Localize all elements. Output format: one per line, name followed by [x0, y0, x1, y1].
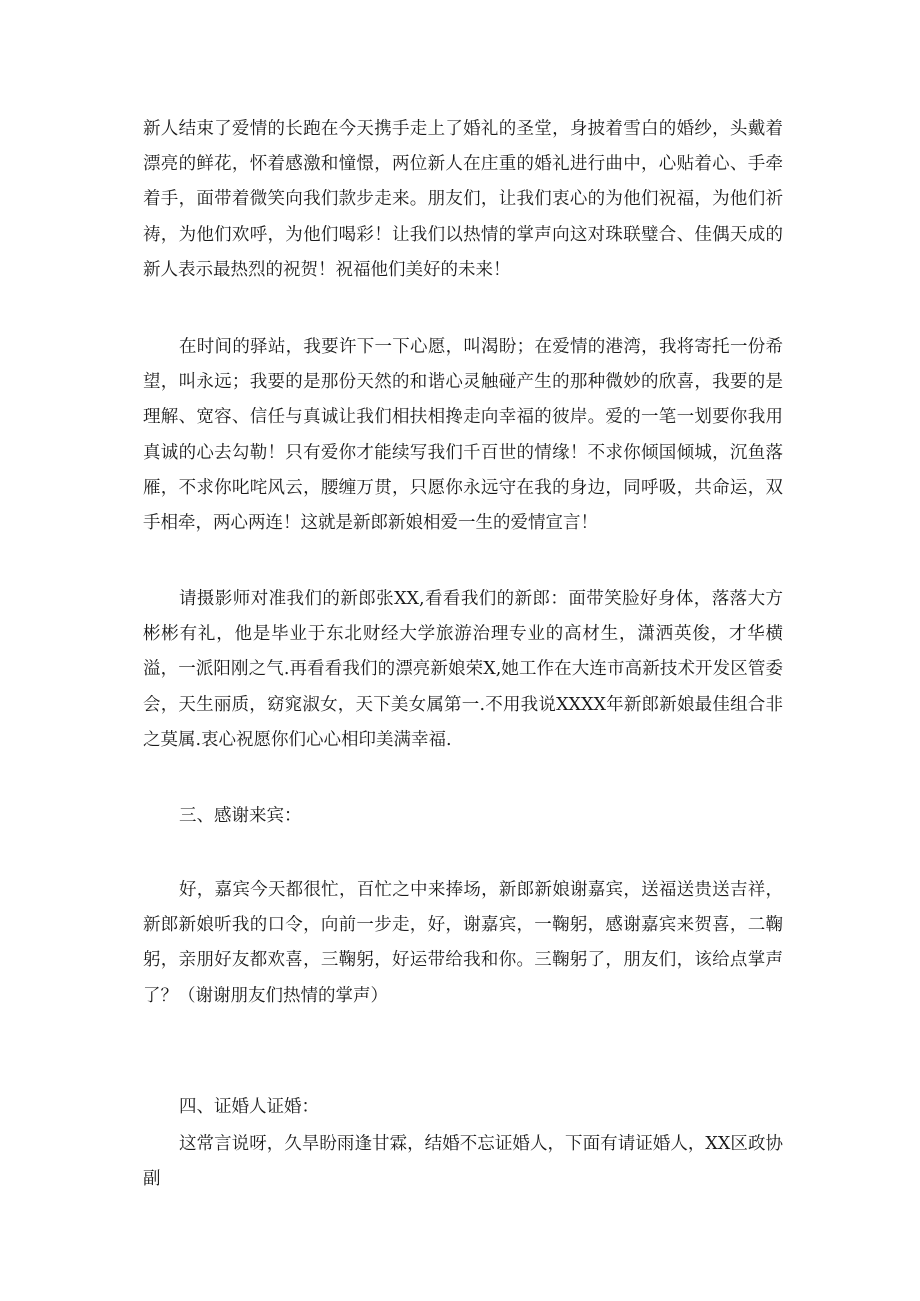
paragraph-introduce-couple: 请摄影师对准我们的新郎张XX,看看我们的新郎：面带笑脸好身体，落落大方彬彬有礼，他是毕业于东北财经大学旅游治理专业的高材生，潇洒英俊，才华横溢，一派阳刚之气.再看看我们的漂亮新娘荣X,她工作在大连市高新技术开发区管委会，天生丽质，窈窕淑女，天下美女属第一.不用我说XXXX年新郎新娘最佳组合非之莫属.衷心祝愿你们心心相印美满幸福. — [143, 589, 783, 750]
section-heading-thank-guests: 三、感谢来宾： — [179, 806, 302, 826]
paragraph-thank-guests: 好，嘉宾今天都很忙，百忙之中来捧场，新郎新娘谢嘉宾，送福送贵送吉祥，新郎新娘听我的口令，向前一步走，好，谢嘉宾，一鞠躬，感谢嘉宾来贺喜，二鞠躬，亲朋好友都欢喜，三鞠躬，好运带给我和你。三鞠躬了，朋友们，该给点掌声了？（谢谢朋友们热情的掌声） — [143, 880, 783, 1006]
paragraph-love-declaration: 在时间的驿站，我要许下一下心愿，叫渴盼；在爱情的港湾，我将寄托一份希望，叫永远；我要的是那份天然的和谐心灵触碰产生的那种微妙的欣喜，我要的是理解、宽容、信任与真诚让我们相扶相搀走向幸福的彼岸。爱的一笔一划要你我用真诚的心去勾勒！只有爱你才能续写我们千百世的情缘！不求你倾国倾城，沉鱼落雁，不求你叱咤风云，腰缠万贯，只愿你永远守在我的身边，同呼吸，共命运，双手相牵，两心两连！这就是新郎新娘相爱一生的爱情宣言！ — [143, 337, 783, 534]
paragraph-officiant: 这常言说呀，久旱盼雨逢甘霖，结婚不忘证婚人，下面有请证婚人，XX区政协副 — [143, 1134, 783, 1190]
section-heading-officiant: 四、证婚人证婚： — [179, 1097, 319, 1117]
paragraph-bride-groom-entrance: 新人结束了爱情的长跑在今天携手走上了婚礼的圣堂，身披着雪白的婚纱，头戴着漂亮的鲜花，怀着感激和憧憬，两位新人在庄重的婚礼进行曲中，心贴着心、手牵着手，面带着微笑向我们款步走来。朋友们，让我们衷心的为他们祝福，为他们祈祷，为他们欢呼，为他们喝彩！让我们以热情的掌声向这对珠联璧合、佳偶天成的新人表示最热烈的祝贺！祝福他们美好的未来！ — [143, 119, 783, 280]
